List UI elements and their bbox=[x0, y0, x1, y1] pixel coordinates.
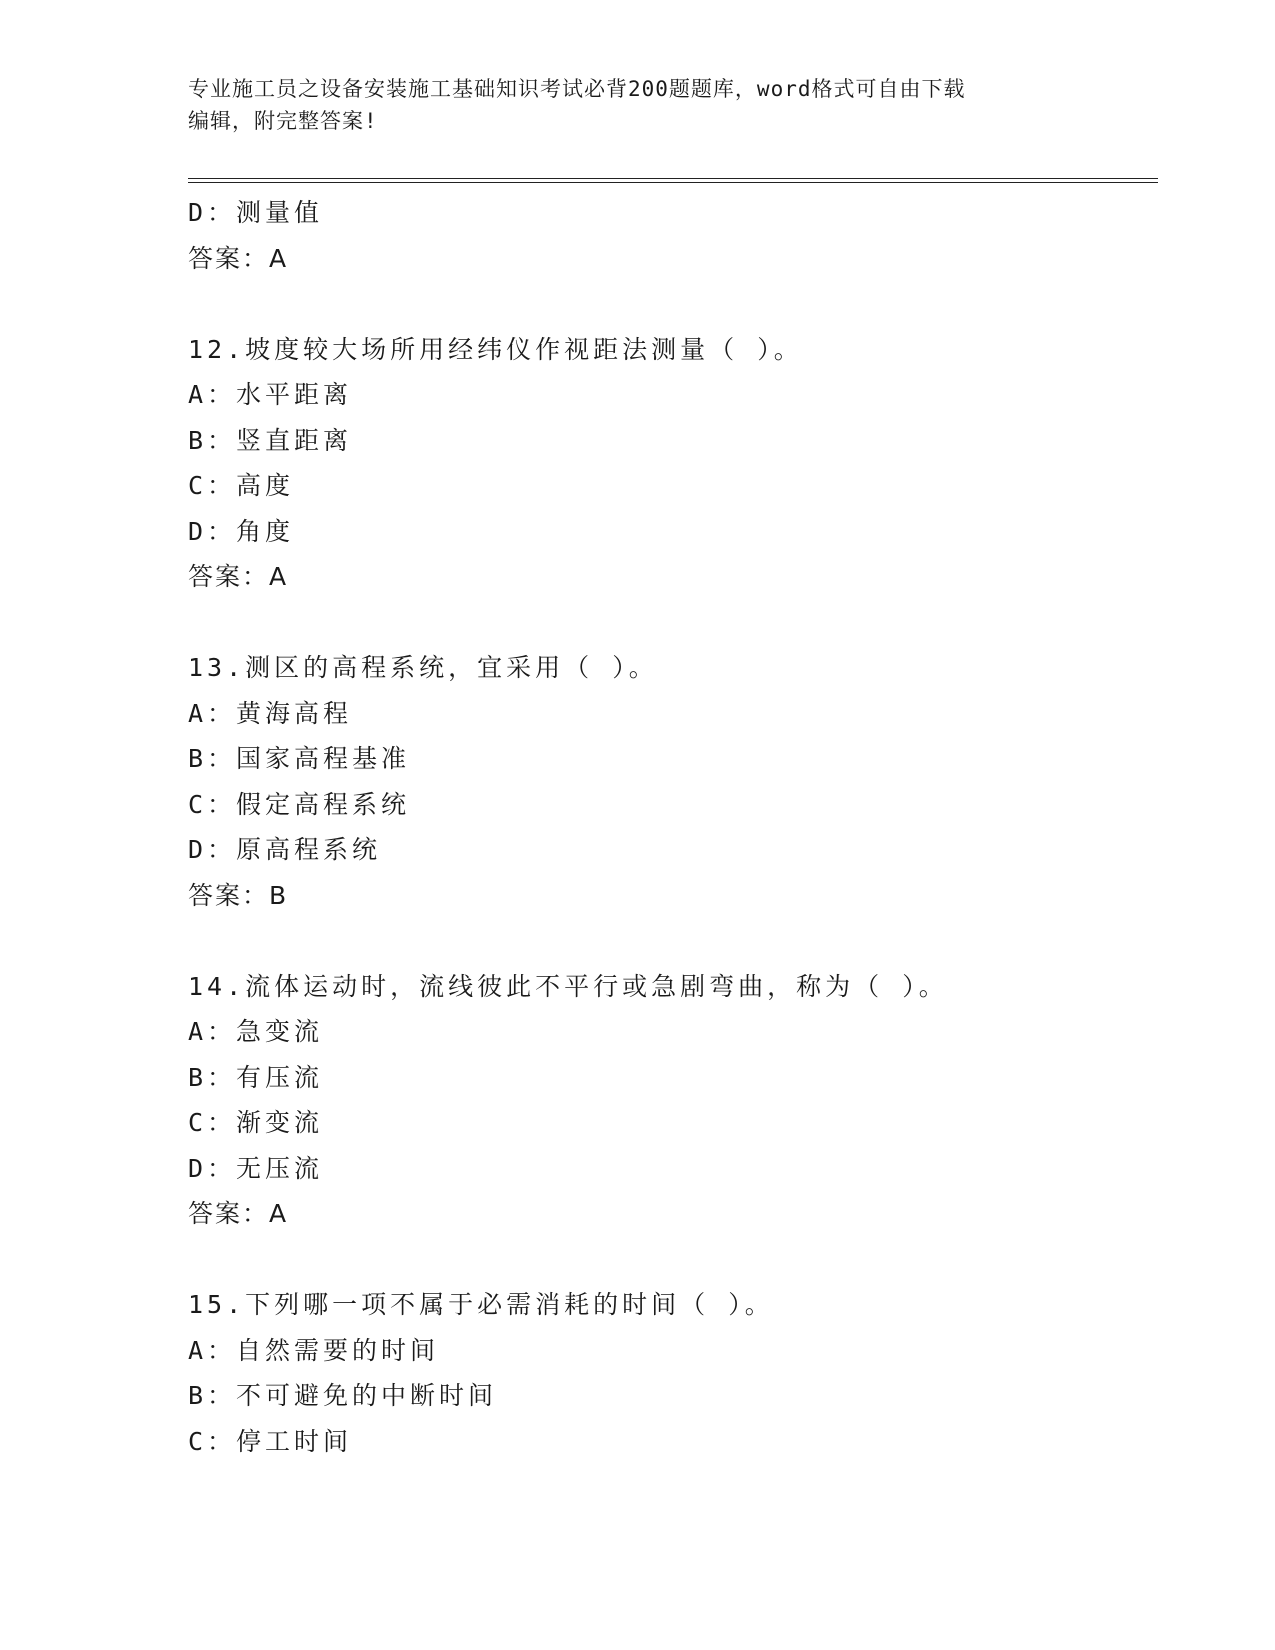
question-15-option-b: B：不可避免的中断时间 bbox=[188, 1381, 498, 1410]
question-12-stem: 12.坡度较大场所用经纬仪作视距法测量（ ）。 bbox=[188, 334, 803, 364]
question-14-option-d: D：无压流 bbox=[188, 1153, 324, 1183]
question-15-option-c: C：停工时间 bbox=[188, 1426, 353, 1456]
question-14-option-c: C：渐变流 bbox=[188, 1108, 324, 1137]
header-line-1: 专业施工员之设备安装施工基础知识考试必背200题题库，word格式可自由下载 bbox=[188, 77, 966, 101]
header-divider bbox=[188, 178, 1158, 183]
spacer bbox=[188, 600, 1148, 646]
question-14-answer: 答案：A bbox=[188, 1199, 289, 1228]
question-12-answer: 答案：A bbox=[188, 562, 289, 591]
question-12-option-d: D：角度 bbox=[188, 516, 295, 546]
question-12-option-c: C：高度 bbox=[188, 471, 295, 500]
question-12-option-b: B：竖直距离 bbox=[188, 425, 353, 455]
question-14-stem: 14.流体运动时，流线彼此不平行或急剧弯曲，称为（ ）。 bbox=[188, 971, 948, 1001]
question-list bbox=[188, 190, 1148, 1464]
question-13-option-d: D：原高程系统 bbox=[188, 835, 382, 864]
spacer bbox=[188, 1237, 1148, 1283]
question-13-option-a: A：黄海高程 bbox=[188, 698, 353, 728]
prev-option-d: D：测量值 bbox=[188, 198, 324, 227]
header-line-2: 编辑，附完整答案! bbox=[188, 109, 378, 133]
question-13-option-c: C：假定高程系统 bbox=[188, 789, 411, 819]
question-13-option-b: B：国家高程基准 bbox=[188, 744, 411, 773]
document-header bbox=[188, 73, 1088, 137]
question-14-option-a: A：急变流 bbox=[188, 1017, 324, 1046]
question-15-option-a: A：自然需要的时间 bbox=[188, 1335, 440, 1365]
question-13-answer: 答案：B bbox=[188, 880, 289, 910]
question-14-option-b: B：有压流 bbox=[188, 1062, 324, 1092]
question-15-stem: 15.下列哪一项不属于必需消耗的时间（ ）。 bbox=[188, 1290, 774, 1319]
spacer bbox=[188, 918, 1148, 964]
prev-answer: 答案：A bbox=[188, 243, 289, 273]
question-12-option-a: A：水平距离 bbox=[188, 380, 353, 409]
spacer bbox=[188, 281, 1148, 327]
question-13-stem: 13.测区的高程系统，宜采用（ ）。 bbox=[188, 653, 658, 682]
